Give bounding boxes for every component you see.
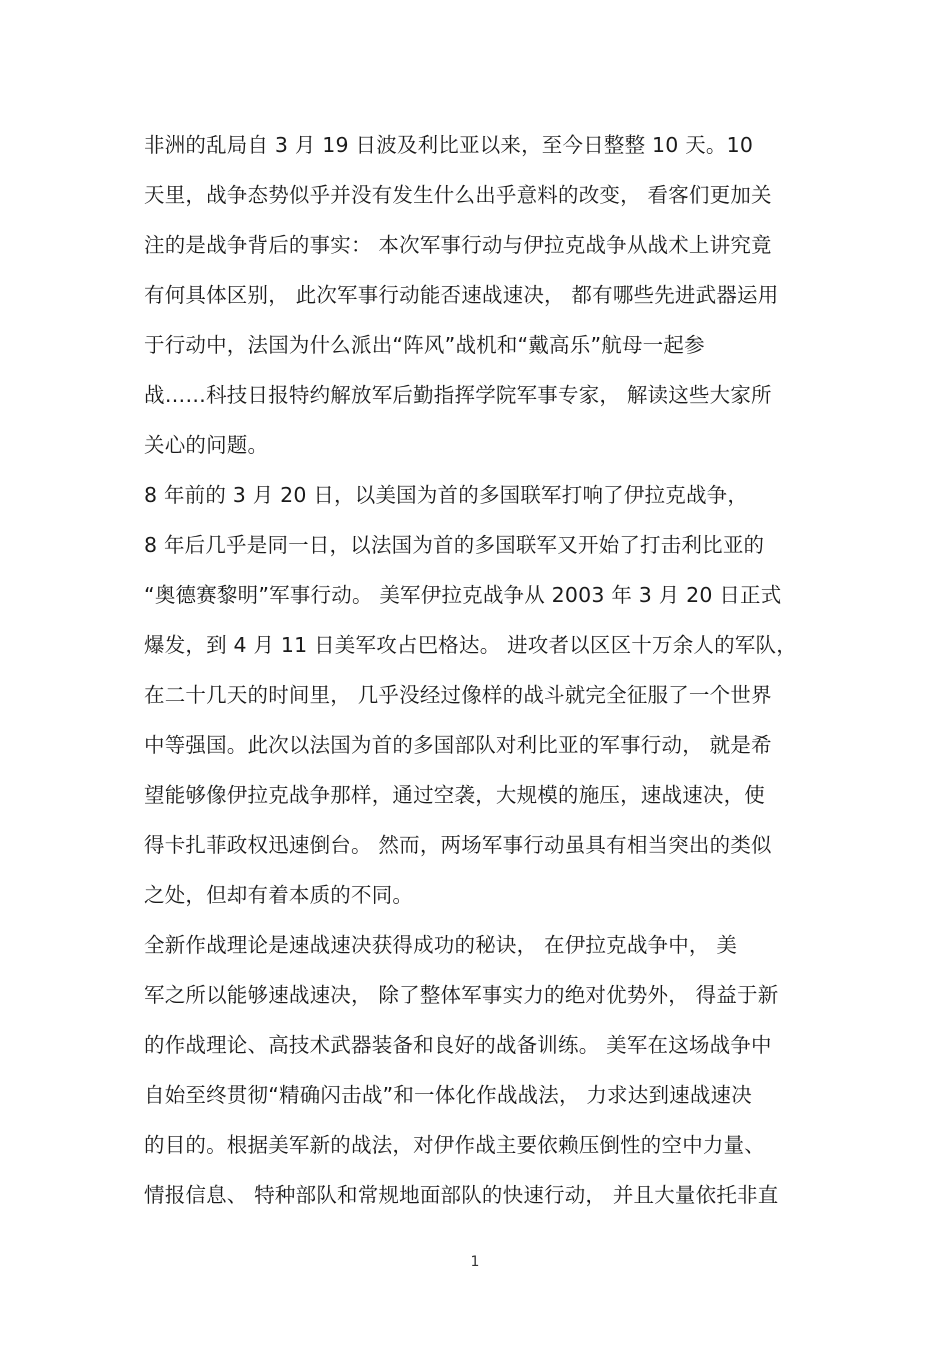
- text-line: 8 年后几乎是同一日，以法国为首的多国联军又开始了打击利比亚的: [144, 533, 765, 557]
- text-line: 爆发，到 4 月 11 日美军攻占巴格达。 进攻者以区区十万余人的军队，: [144, 633, 797, 657]
- text-line: 有何具体区别， 此次军事行动能否速战速决， 都有哪些先进武器运用: [144, 283, 779, 307]
- text-line: 天里，战争态势似乎并没有发生什么出乎意料的改变， 看客们更加关: [144, 183, 772, 207]
- text-line: 中等强国。此次以法国为首的多国部队对利比亚的军事行动， 就是希: [144, 733, 772, 757]
- text-line: 非洲的乱局自 3 月 19 日波及利比亚以来，至今日整整 10 天。10: [144, 133, 754, 157]
- text-line: 于行动中，法国为什么派出“阵风”战机和“戴高乐”航母一起参: [144, 333, 705, 357]
- page-number: 1: [470, 1254, 480, 1270]
- text-line: 之处，但却有着本质的不同。: [144, 883, 414, 907]
- text-line: 得卡扎菲政权迅速倒台。 然而，两场军事行动虽具有相当突出的类似: [144, 833, 772, 857]
- article-body: [144, 120, 824, 1220]
- text-line: 注的是战争背后的事实： 本次军事行动与伊拉克战争从战术上讲究竟: [144, 233, 772, 257]
- text-line: “奥德赛黎明”军事行动。 美军伊拉克战争从 2003 年 3 月 20 日正式: [144, 583, 782, 607]
- text-line: 关心的问题。: [144, 433, 269, 457]
- text-line: 的目的。根据美军新的战法，对伊作战主要依赖压倒性的空中力量、: [144, 1133, 765, 1157]
- text-line: 情报信息、 特种部队和常规地面部队的快速行动， 并且大量依托非直: [144, 1183, 779, 1207]
- text-line: 的作战理论、高技术武器装备和良好的战备训练。 美军在这场战争中: [144, 1033, 772, 1057]
- text-line: 望能够像伊拉克战争那样，通过空袭，大规模的施压，速战速决，使: [144, 783, 765, 807]
- text-line: 自始至终贯彻“精确闪击战”和一体化作战战法， 力求达到速战速决: [144, 1083, 752, 1107]
- text-line: 在二十几天的时间里， 几乎没经过像样的战斗就完全征服了一个世界: [144, 683, 772, 707]
- text-line: 军之所以能够速战速决， 除了整体军事实力的绝对优势外， 得益于新: [144, 983, 779, 1007]
- text-line: 8 年前的 3 月 20 日，以美国为首的多国联军打响了伊拉克战争，: [144, 483, 749, 507]
- text-line: 战……科技日报特约解放军后勤指挥学院军事专家， 解读这些大家所: [144, 383, 772, 407]
- text-line: 全新作战理论是速战速决获得成功的秘诀， 在伊拉克战争中， 美: [144, 933, 738, 957]
